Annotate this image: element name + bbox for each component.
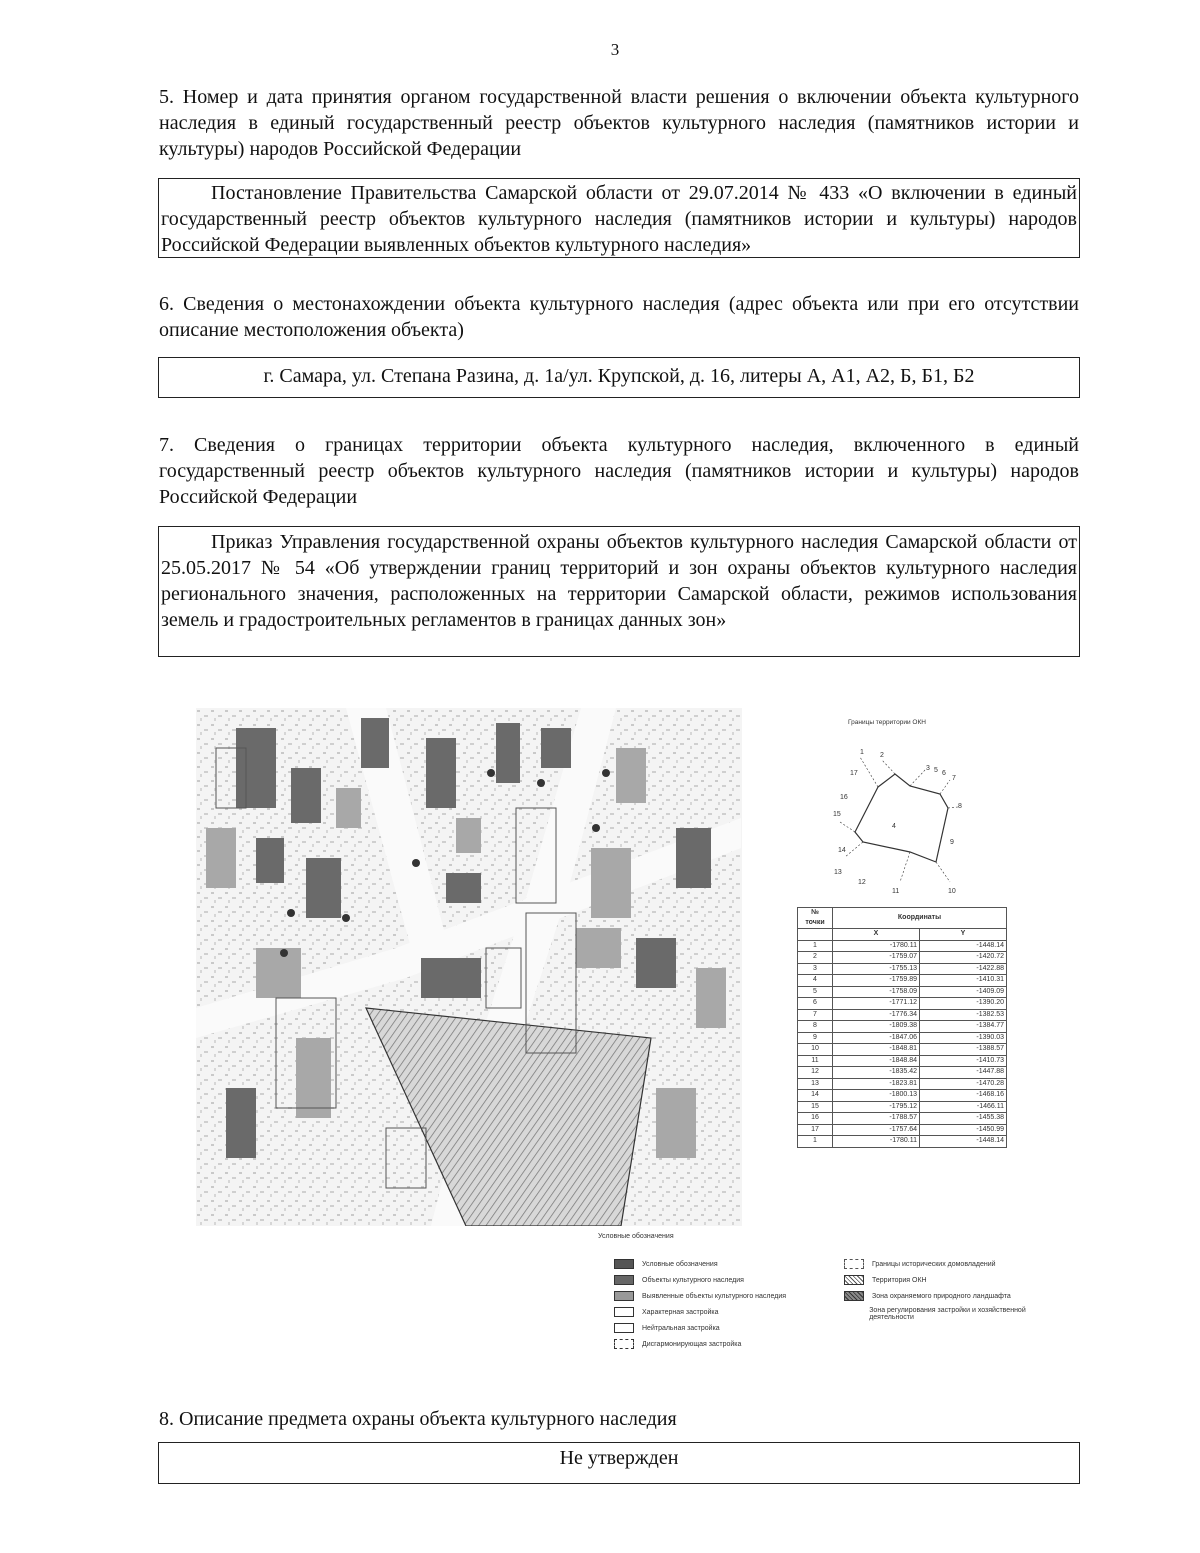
- page-number: 3: [610, 40, 620, 59]
- x-coord-cell: -1809.38: [833, 1021, 920, 1033]
- y-coord-cell: -1470.28: [920, 1078, 1007, 1090]
- point-number-cell: 17: [798, 1124, 833, 1136]
- legend-item: Дисгармонирующая застройка: [614, 1339, 741, 1349]
- x-coord-cell: -1823.81: [833, 1078, 920, 1090]
- point-number-cell: 2: [798, 952, 833, 964]
- legend-item: Нейтральная застройка: [614, 1323, 720, 1333]
- scheme-point-label: 11: [892, 888, 900, 895]
- map-legend: [598, 1233, 1068, 1363]
- x-coord-cell: -1847.06: [833, 1032, 920, 1044]
- point-number-cell: 1: [798, 940, 833, 952]
- section-6-value-box: г. Самара, ул. Степана Разина, д. 1а/ул. Крупской, д. 16, литеры А, А1, А2, Б, Б1, Б2: [158, 357, 1080, 398]
- x-coord-cell: -1755.13: [833, 963, 920, 975]
- x-coord-cell: -1758.09: [833, 986, 920, 998]
- table-row: [798, 1044, 1007, 1056]
- section-5-value-box: Постановление Правительства Самарской области от 29.07.2014 № 433 «О включении в единый государственный реестр объектов культурного наследия (памятников истории и культуры) народов Российской Федерации выявленных объектов культурного наследия»: [158, 178, 1080, 258]
- y-coord-cell: -1466.11: [920, 1101, 1007, 1113]
- section-6-heading: 6. Сведения о местонахождении объекта культурного наследия (адрес объекта или при его отсутствии описание местоположения объекта): [159, 293, 1079, 341]
- y-coord-cell: -1390.20: [920, 998, 1007, 1010]
- coordinates-table-body: [798, 940, 1007, 1147]
- scheme-point-label: 6: [942, 770, 946, 777]
- scheme-point-label: 5: [934, 767, 938, 774]
- point-number-cell: 11: [798, 1055, 833, 1067]
- y-coord-cell: -1448.14: [920, 1136, 1007, 1148]
- x-coord-cell: -1800.13: [833, 1090, 920, 1102]
- point-number-cell: 12: [798, 1067, 833, 1079]
- point-number-cell: 5: [798, 986, 833, 998]
- point-number-cell: 14: [798, 1090, 833, 1102]
- point-number-cell: 8: [798, 1021, 833, 1033]
- section-7-heading: 7. Сведения о границах территории объекта культурного наследия, включенного в единый государственный реестр объектов культурного наследия (памятников истории и культуры) народов Российской Федерации: [159, 434, 1079, 508]
- y-coord-cell: -1410.73: [920, 1055, 1007, 1067]
- scheme-point-label: 9: [950, 839, 954, 846]
- scheme-point-label: 7: [952, 775, 956, 782]
- x-coord-cell: -1835.42: [833, 1067, 920, 1079]
- table-row: [798, 1101, 1007, 1113]
- point-number-cell: 16: [798, 1113, 833, 1125]
- scheme-point-label: 17: [850, 770, 858, 777]
- scheme-point-label: 4: [892, 823, 896, 830]
- x-coord-cell: -1780.11: [833, 1136, 920, 1148]
- table-row: [798, 1136, 1007, 1148]
- y-coord-cell: -1384.77: [920, 1021, 1007, 1033]
- scheme-point-label: 15: [833, 811, 841, 818]
- y-coord-cell: -1390.03: [920, 1032, 1007, 1044]
- x-coord-cell: -1848.81: [833, 1044, 920, 1056]
- table-header-x: X: [833, 929, 920, 941]
- x-coord-cell: -1795.12: [833, 1101, 920, 1113]
- table-row: [798, 1124, 1007, 1136]
- section-5-heading: 5. Номер и дата принятия органом государственной власти решения о включении объекта культурного наследия в единый государственный реестр объектов культурного наследия (памятников истории и культуры) народов Российской Федерации: [159, 86, 1079, 160]
- y-coord-cell: -1447.88: [920, 1067, 1007, 1079]
- x-coord-cell: -1776.34: [833, 1009, 920, 1021]
- y-coord-cell: -1448.14: [920, 940, 1007, 952]
- table-row: [798, 952, 1007, 964]
- point-number-cell: 13: [798, 1078, 833, 1090]
- table-row: [798, 963, 1007, 975]
- table-row: [798, 1032, 1007, 1044]
- legend-item: Зона регулирования застройки и хозяйственной деятельности: [869, 1307, 1026, 1321]
- legend-item: Объекты культурного наследия: [614, 1275, 744, 1285]
- section-7-value-box: Приказ Управления государственной охраны объектов культурного наследия Самарской области от 25.05.2017 № 54 «Об утверждении границ территорий и зон охраны объектов культурного наследия регионального значения, расположенных на территории Самарской области, режимов использования земель и градостроительных регламентов в границах данных зон»: [158, 526, 1080, 657]
- scheme-point-label: 1: [860, 749, 864, 756]
- point-number-cell: 1: [798, 1136, 833, 1148]
- table-row: [798, 1067, 1007, 1079]
- point-number-cell: 10: [798, 1044, 833, 1056]
- table-row: [798, 1090, 1007, 1102]
- y-coord-cell: -1410.31: [920, 975, 1007, 987]
- legend-title: Условные обозначения: [598, 1233, 674, 1240]
- table-row: [798, 1021, 1007, 1033]
- x-coord-cell: -1759.07: [833, 952, 920, 964]
- y-coord-cell: -1450.99: [920, 1124, 1007, 1136]
- scheme-point-label: 8: [958, 803, 962, 810]
- x-coord-cell: -1759.89: [833, 975, 920, 987]
- territory-scheme: [800, 712, 1020, 900]
- x-coord-cell: -1848.84: [833, 1055, 920, 1067]
- scheme-point-label: 10: [948, 888, 956, 895]
- legend-item: Зона охраняемого природного ландшафта: [844, 1291, 1011, 1301]
- scheme-point-label: 3: [926, 765, 930, 772]
- legend-item: Характерная застройка: [614, 1307, 719, 1317]
- x-coord-cell: -1757.64: [833, 1124, 920, 1136]
- table-header-num: № точки: [798, 908, 833, 929]
- x-coord-cell: -1780.11: [833, 940, 920, 952]
- table-row: [798, 1009, 1007, 1021]
- point-number-cell: 15: [798, 1101, 833, 1113]
- table-row: [798, 1078, 1007, 1090]
- table-header-y: Y: [920, 929, 1007, 941]
- section-8-value-box: Не утвержден: [158, 1442, 1080, 1484]
- scheme-title: Границы территории ОКН: [848, 719, 926, 726]
- y-coord-cell: -1409.09: [920, 986, 1007, 998]
- y-coord-cell: -1388.57: [920, 1044, 1007, 1056]
- y-coord-cell: -1420.72: [920, 952, 1007, 964]
- table-row: [798, 986, 1007, 998]
- y-coord-cell: -1382.53: [920, 1009, 1007, 1021]
- point-number-cell: 3: [798, 963, 833, 975]
- scheme-point-label: 13: [834, 869, 842, 876]
- table-row: [798, 940, 1007, 952]
- point-number-cell: 4: [798, 975, 833, 987]
- table-header-coords: Координаты: [833, 908, 1007, 929]
- table-row: [798, 975, 1007, 987]
- y-coord-cell: -1422.88: [920, 963, 1007, 975]
- legend-item: Условные обозначения: [614, 1259, 718, 1269]
- legend-item: Территория ОКН: [844, 1275, 927, 1285]
- scheme-point-label: 16: [840, 794, 848, 801]
- x-coord-cell: -1788.57: [833, 1113, 920, 1125]
- table-row: [798, 998, 1007, 1010]
- coordinates-table: [797, 907, 1007, 1148]
- scheme-point-label: 14: [838, 847, 846, 854]
- y-coord-cell: -1455.38: [920, 1113, 1007, 1125]
- section-8-heading: 8. Описание предмета охраны объекта культурного наследия: [159, 1408, 677, 1430]
- y-coord-cell: -1468.16: [920, 1090, 1007, 1102]
- site-map-image: [196, 708, 742, 1226]
- legend-item: Выявленные объекты культурного наследия: [614, 1291, 786, 1301]
- point-number-cell: 6: [798, 998, 833, 1010]
- table-row: [798, 1113, 1007, 1125]
- table-row: [798, 1055, 1007, 1067]
- legend-item: Границы исторических домовладений: [844, 1259, 996, 1269]
- x-coord-cell: -1771.12: [833, 998, 920, 1010]
- point-number-cell: 9: [798, 1032, 833, 1044]
- point-number-cell: 7: [798, 1009, 833, 1021]
- scheme-point-label: 12: [858, 879, 866, 886]
- scheme-point-label: 2: [880, 752, 884, 759]
